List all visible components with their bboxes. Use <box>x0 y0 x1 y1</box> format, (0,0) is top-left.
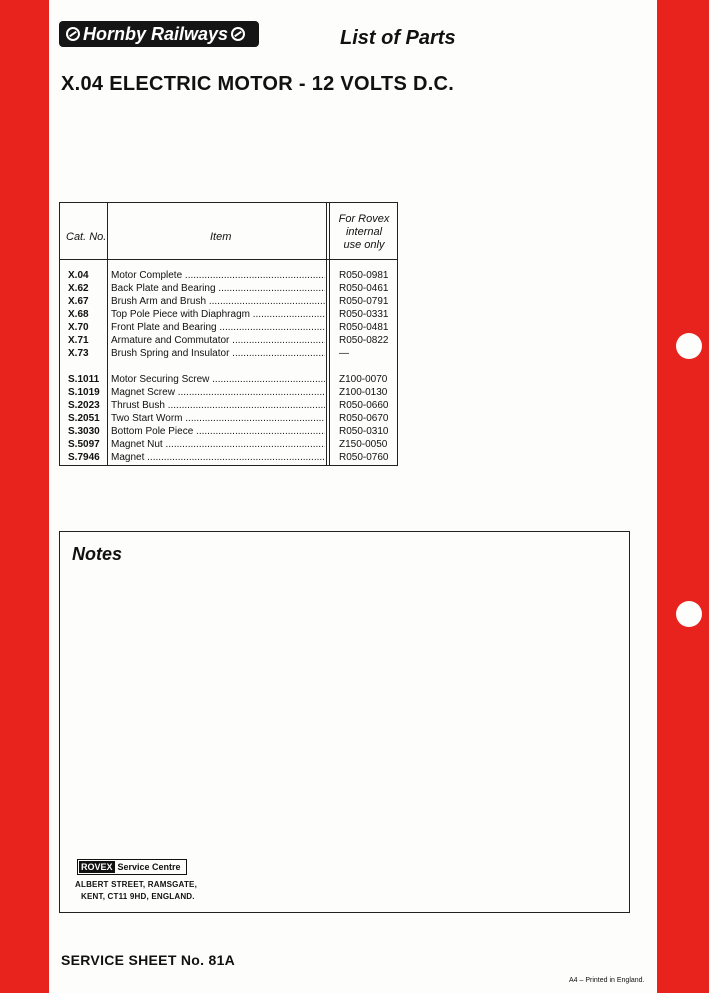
cat-no-cell: X.73 <box>68 348 89 359</box>
list-of-parts-title: List of Parts <box>340 27 456 49</box>
cat-no-cell: S.1019 <box>68 387 100 398</box>
header-rovex <box>332 213 396 252</box>
item-cell: Top Pole Piece with Diaphragm ..... <box>111 308 325 321</box>
cat-no-cell: S.2051 <box>68 413 100 424</box>
cat-no-cell: X.70 <box>68 322 89 333</box>
item-cell: Armature and Commutator ..... <box>111 334 325 347</box>
rovex-cell: Z100-0070 <box>339 374 388 385</box>
column-divider <box>107 203 108 465</box>
item-cell: Bottom Pole Piece ..... <box>111 425 325 438</box>
cat-no-cell: X.62 <box>68 283 89 294</box>
cat-no-cell: X.04 <box>68 270 89 281</box>
logo-ring-icon <box>66 27 80 41</box>
rovex-cell: R050-0822 <box>339 335 389 346</box>
address-line: KENT, CT11 9HD, ENGLAND. <box>81 892 195 901</box>
brand-logo-text: Hornby Railways <box>83 23 229 44</box>
rovex-cell: — <box>339 348 349 359</box>
column-divider <box>326 203 327 465</box>
cat-no-cell: X.68 <box>68 309 89 320</box>
header-rovex-line: use only <box>343 239 385 251</box>
cat-no-cell: S.2023 <box>68 400 100 411</box>
notes-box <box>59 531 630 913</box>
item-cell: Motor Securing Screw ..... <box>111 373 325 386</box>
item-cell: Magnet ..... <box>111 451 325 464</box>
item-cell: Magnet Nut ..... <box>111 438 325 451</box>
punch-hole-top <box>676 333 702 359</box>
logo-ring-icon <box>231 27 245 41</box>
service-centre-label: Service Centre <box>117 862 181 872</box>
item-cell: Brush Spring and Insulator ..... <box>111 347 325 360</box>
cat-no-cell: S.7946 <box>68 452 100 463</box>
cat-no-cell: X.71 <box>68 335 89 346</box>
header-rovex-line: internal <box>345 226 383 238</box>
item-cell: Motor Complete ..... <box>111 269 325 282</box>
punch-hole-bottom <box>676 601 702 627</box>
rovex-service-centre-logo <box>77 859 187 875</box>
cat-no-cell: X.67 <box>68 296 89 307</box>
cat-no-cell: S.5097 <box>68 439 100 450</box>
rovex-cell: R050-0660 <box>339 400 389 411</box>
rovex-cell: Z150-0050 <box>339 439 388 450</box>
header-rule <box>60 259 397 260</box>
rovex-wordmark: ROVEX <box>81 862 113 872</box>
rovex-cell: R050-0461 <box>339 283 389 294</box>
hornby-railways-logo <box>59 21 259 47</box>
item-cell: Magnet Screw ..... <box>111 386 325 399</box>
item-cell: Front Plate and Bearing ..... <box>111 321 325 334</box>
service-sheet-number: SERVICE SHEET No. 81A <box>61 952 236 968</box>
item-cell: Back Plate and Bearing ..... <box>111 282 325 295</box>
right-red-band <box>657 0 709 993</box>
rovex-cell: R050-0670 <box>339 413 389 424</box>
header-rovex-line: For Rovex <box>338 213 390 225</box>
rovex-cell: R050-0310 <box>339 426 389 437</box>
parts-table <box>59 202 398 466</box>
rovex-cell: R050-0760 <box>339 452 389 463</box>
item-cell: Thrust Bush ..... <box>111 399 325 412</box>
rovex-cell: R050-0981 <box>339 270 389 281</box>
column-divider <box>329 203 330 465</box>
rovex-cell: R050-0481 <box>339 322 389 333</box>
sheet-title: X.04 ELECTRIC MOTOR - 12 VOLTS D.C. <box>61 73 455 95</box>
item-cell: Two Start Worm ..... <box>111 412 325 425</box>
item-cell: Brush Arm and Brush ..... <box>111 295 325 308</box>
rovex-cell: Z100-0130 <box>339 387 388 398</box>
rovex-cell: R050-0331 <box>339 309 389 320</box>
printed-note: A4 – Printed in England. <box>569 977 645 984</box>
cat-no-cell: S.1011 <box>68 374 100 385</box>
rovex-cell: R050-0791 <box>339 296 389 307</box>
address-line: ALBERT STREET, RAMSGATE, <box>75 880 197 889</box>
header-item: Item <box>210 231 232 243</box>
header-cat-no: Cat. No. <box>66 231 107 243</box>
notes-title: Notes <box>72 544 123 564</box>
cat-no-cell: S.3030 <box>68 426 100 437</box>
left-red-band <box>0 0 49 993</box>
